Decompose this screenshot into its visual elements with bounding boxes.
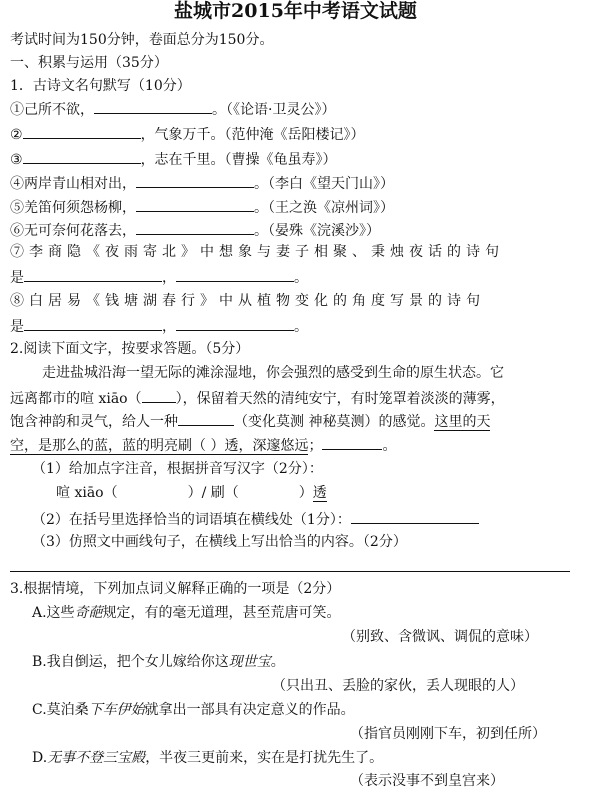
option-text: B.我自倒运，把个女儿嫁给你这 bbox=[32, 654, 229, 670]
dotted-char: 透 bbox=[312, 485, 327, 501]
answer-blank[interactable] bbox=[23, 149, 141, 164]
option-text: 规定，有的毫无道理，甚至荒唐可笑。 bbox=[102, 605, 341, 621]
pinyin-label: 喧 xiāo（ bbox=[56, 485, 118, 501]
period: 。 bbox=[294, 319, 308, 335]
q1-line-7-answer bbox=[10, 267, 308, 287]
q1-line-8: ⑧白居易《钱塘湖春行》中从植物变化的角度写景的诗句 bbox=[10, 293, 485, 309]
q1-line-6-text: ⑥无可奈何花落去， bbox=[10, 223, 136, 239]
option-text: C.莫泊桑 bbox=[32, 702, 89, 718]
q1-line-7-is: 是 bbox=[10, 270, 24, 286]
q3-option-a bbox=[32, 604, 341, 622]
q2-passage-text: ），保留着天然的清纯安宁，有时笼罩着淡淡的薄雾， bbox=[175, 391, 505, 407]
q1-line-6 bbox=[10, 220, 380, 240]
answer-blank[interactable] bbox=[322, 435, 382, 450]
q2-heading: 2.阅读下面文字，按要求答题。（5分） bbox=[10, 341, 250, 357]
q1-line-2 bbox=[10, 124, 365, 144]
answer-blank[interactable] bbox=[176, 267, 294, 282]
q1-line-4 bbox=[10, 173, 394, 193]
answer-blank[interactable] bbox=[94, 99, 212, 114]
q2-passage-line-3 bbox=[10, 411, 490, 431]
option-text: 就拿出一部具有决定意义的作品。 bbox=[144, 702, 355, 718]
q3-option-c-note: （指官员刚刚下车，初到任所） bbox=[350, 726, 546, 742]
q1-heading: 1．古诗文名句默写（10分） bbox=[10, 78, 191, 94]
q1-line-2-text: ，气象万千。（范仲淹《岳阳楼记》） bbox=[140, 127, 365, 143]
period: 。 bbox=[294, 270, 308, 286]
answer-blank[interactable] bbox=[178, 411, 234, 426]
answer-blank[interactable] bbox=[136, 197, 254, 212]
q2-passage-text: ； bbox=[308, 438, 323, 454]
option-key-word: 奇葩 bbox=[74, 605, 103, 621]
page-title: 盐城市2015年中考语文试题 bbox=[174, 0, 417, 22]
q3-option-c bbox=[32, 701, 355, 719]
q1-line-5-source: 。（王之涣《凉州词》） bbox=[254, 200, 394, 216]
q3-option-d-note: （表示没事不到皇宫来） bbox=[350, 773, 504, 789]
q1-line-5-text: ⑤羌笛何须怨杨柳， bbox=[10, 200, 136, 216]
answer-blank[interactable] bbox=[136, 173, 254, 188]
option-key-word: 现世宝 bbox=[228, 654, 271, 670]
q1-line-5 bbox=[10, 197, 394, 217]
q2-passage-text: （变化莫测 神秘莫测）的感觉。 bbox=[234, 414, 435, 430]
q2-sub-2 bbox=[32, 509, 479, 529]
q3-option-b-note: （只出丑、丢脸的家伙，丢人现眼的人） bbox=[272, 678, 524, 694]
answer-blank[interactable] bbox=[23, 124, 141, 139]
q2-sub-1: （1）给加点字注音，根据拼音写汉字（2分）： bbox=[32, 461, 323, 477]
answer-blank[interactable] bbox=[24, 316, 162, 331]
comma: ， bbox=[162, 270, 176, 286]
char-label: ）/ 刷（ bbox=[187, 485, 239, 501]
option-text: ，半夜三更前来，实在是打扰先生了。 bbox=[145, 750, 384, 766]
q3-heading: 3.根据情境，下列加点词义解释正确的一项是（2分） bbox=[10, 581, 341, 597]
q3-option-a-note: （别致、含微讽、调侃的意味） bbox=[342, 629, 538, 645]
q1-line-8-is: 是 bbox=[10, 319, 24, 335]
q2-sub-1-answers bbox=[56, 484, 327, 502]
q2-passage-text: 饱含神韵和灵气，给人一种 bbox=[10, 414, 178, 430]
q3-option-d bbox=[32, 749, 383, 767]
q1-line-1 bbox=[10, 99, 335, 119]
answer-blank[interactable] bbox=[24, 267, 162, 282]
q1-line-4-source: 。（李白《望天门山》） bbox=[254, 176, 394, 192]
answer-blank[interactable] bbox=[142, 388, 176, 403]
option-text: D. bbox=[32, 750, 48, 766]
q1-line-1-source: 。（《论语·卫灵公》） bbox=[212, 102, 336, 118]
q1-line-8-answer bbox=[10, 316, 308, 336]
close-paren: ） bbox=[298, 485, 313, 501]
q2-passage-line-1: 走进盐城沿海一望无际的滩涂湿地，你会强烈的感受到生命的原生状态。它 bbox=[42, 365, 504, 381]
answer-blank[interactable] bbox=[136, 220, 254, 235]
q2-passage-line-4 bbox=[10, 435, 396, 455]
answer-line[interactable] bbox=[10, 571, 570, 572]
q2-underlined-text: 空，是那么的蓝，蓝的明亮刷（ ）透，深邃悠远 bbox=[10, 438, 309, 454]
period: 。 bbox=[382, 438, 397, 454]
part-one-heading: 一、积累与运用（35分） bbox=[10, 55, 168, 71]
q1-line-4-text: ④两岸青山相对出， bbox=[10, 176, 136, 192]
comma: ， bbox=[162, 319, 176, 335]
q1-line-3 bbox=[10, 149, 337, 169]
q2-sub-2-text: （2）在括号里选择恰当的词语填在横线处（1分）： bbox=[32, 512, 351, 528]
answer-blank[interactable] bbox=[351, 509, 479, 524]
option-text: 。 bbox=[270, 654, 285, 670]
q1-line-1-text: ①己所不欲， bbox=[10, 102, 94, 118]
q1-line-2-num: ② bbox=[10, 127, 23, 143]
q2-passage-line-2 bbox=[10, 388, 505, 408]
q3-option-b bbox=[32, 653, 285, 671]
answer-blank[interactable] bbox=[176, 316, 294, 331]
q2-underlined-text: 这里的天 bbox=[434, 414, 491, 430]
option-key-word: 下车伊始 bbox=[88, 702, 145, 718]
q1-line-3-num: ③ bbox=[10, 152, 23, 168]
q1-line-3-text: ，志在千里。（曹操《龟虽寿》） bbox=[140, 152, 337, 168]
q1-line-7: ⑦李商隐《夜雨寄北》中想象与妻子相聚、秉烛夜话的诗句 bbox=[10, 244, 504, 260]
option-key-word: 无事不登三宝殿 bbox=[47, 750, 146, 766]
q1-line-6-source: 。（晏殊《浣溪沙》） bbox=[254, 223, 380, 239]
q2-sub-3: （3）仿照文中画线句子，在横线上写出恰当的内容。（2分） bbox=[32, 534, 407, 550]
q2-passage-text: 远离都市的喧 xiāo（ bbox=[10, 391, 142, 407]
option-text: A.这些 bbox=[32, 605, 75, 621]
exam-intro: 考试时间为150分钟，卷面总分为150分。 bbox=[10, 32, 274, 48]
